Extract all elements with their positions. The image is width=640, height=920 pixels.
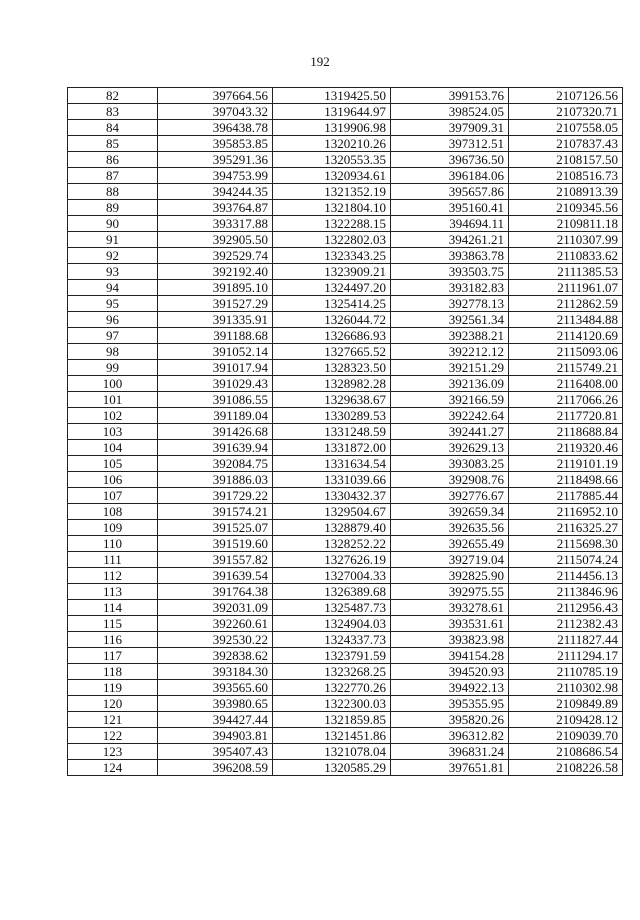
table-row: [68, 376, 623, 392]
coordinate-cell: 395657.86: [391, 184, 509, 200]
row-number-cell: 109: [68, 520, 158, 536]
coordinate-cell: 2108157.50: [509, 152, 623, 168]
coordinate-cell: 393823.98: [391, 632, 509, 648]
page-number: 192: [310, 54, 330, 69]
coordinate-cell: 393764.87: [158, 200, 273, 216]
table-row: [68, 184, 623, 200]
row-number-cell: 99: [68, 360, 158, 376]
coordinate-cell: 392659.34: [391, 504, 509, 520]
table-row: [68, 280, 623, 296]
coordinate-cell: 2113846.96: [509, 584, 623, 600]
coordinate-cell: 2107558.05: [509, 120, 623, 136]
coordinate-cell: 1320210.26: [273, 136, 391, 152]
table-row: [68, 408, 623, 424]
coordinate-cell: 394427.44: [158, 712, 273, 728]
coordinate-cell: 1326044.72: [273, 312, 391, 328]
coordinate-cell: 2108686.54: [509, 744, 623, 760]
coordinate-cell: 1324497.20: [273, 280, 391, 296]
coordinate-cell: 391574.21: [158, 504, 273, 520]
row-number-cell: 98: [68, 344, 158, 360]
coordinate-cell: 2118688.84: [509, 424, 623, 440]
coordinate-cell: 1327004.33: [273, 568, 391, 584]
coordinate-cell: 392529.74: [158, 248, 273, 264]
coordinate-cell: 1323791.59: [273, 648, 391, 664]
coordinate-cell: 391557.82: [158, 552, 273, 568]
coordinate-cell: 394244.35: [158, 184, 273, 200]
coordinate-cell: 391527.29: [158, 296, 273, 312]
coordinate-cell: 1322288.15: [273, 216, 391, 232]
table-row: [68, 568, 623, 584]
table-row: [68, 584, 623, 600]
coordinate-cell: 1319644.97: [273, 104, 391, 120]
row-number-cell: 116: [68, 632, 158, 648]
coordinate-cell: 2108913.39: [509, 184, 623, 200]
coordinate-cell: 393980.65: [158, 696, 273, 712]
row-number-cell: 120: [68, 696, 158, 712]
table-row: [68, 616, 623, 632]
table-row: [68, 344, 623, 360]
coordinate-cell: 1328879.40: [273, 520, 391, 536]
coordinate-cell: 2116408.00: [509, 376, 623, 392]
coordinate-cell: 1330289.53: [273, 408, 391, 424]
coordinate-cell: 397312.51: [391, 136, 509, 152]
coordinate-cell: 391188.68: [158, 328, 273, 344]
row-number-cell: 106: [68, 472, 158, 488]
table-row: [68, 632, 623, 648]
coordinate-cell: 392629.13: [391, 440, 509, 456]
table-row: [68, 600, 623, 616]
coordinate-cell: 394520.93: [391, 664, 509, 680]
coordinate-cell: 2115093.06: [509, 344, 623, 360]
table-row: [68, 312, 623, 328]
coordinate-cell: 396438.78: [158, 120, 273, 136]
coordinate-cell: 391189.04: [158, 408, 273, 424]
coordinate-cell: 393083.25: [391, 456, 509, 472]
coordinate-cell: 2117885.44: [509, 488, 623, 504]
table-row: [68, 456, 623, 472]
coordinate-cell: 392975.55: [391, 584, 509, 600]
coordinate-cell: 397909.31: [391, 120, 509, 136]
table-row: [68, 264, 623, 280]
row-number-cell: 93: [68, 264, 158, 280]
coordinate-cell: 391764.38: [158, 584, 273, 600]
coordinate-cell: 392530.22: [158, 632, 273, 648]
coordinate-cell: 391525.07: [158, 520, 273, 536]
coordinate-cell: 1331039.66: [273, 472, 391, 488]
coordinate-cell: 394154.28: [391, 648, 509, 664]
coordinate-cell: 393863.78: [391, 248, 509, 264]
coordinate-cell: 392776.67: [391, 488, 509, 504]
table-row: [68, 440, 623, 456]
table-row: [68, 232, 623, 248]
row-number-cell: 96: [68, 312, 158, 328]
coordinate-cell: 2119101.19: [509, 456, 623, 472]
coordinate-cell: 395355.95: [391, 696, 509, 712]
coordinate-cell: 397664.56: [158, 88, 273, 104]
table-row: [68, 104, 623, 120]
coordinate-cell: 1331634.54: [273, 456, 391, 472]
coordinate-cell: 1322770.26: [273, 680, 391, 696]
coordinate-cell: 392242.64: [391, 408, 509, 424]
coordinate-cell: 392655.49: [391, 536, 509, 552]
row-number-cell: 85: [68, 136, 158, 152]
coordinate-cell: 393565.60: [158, 680, 273, 696]
row-number-cell: 108: [68, 504, 158, 520]
coordinate-cell: 2113484.88: [509, 312, 623, 328]
coordinate-cell: 392084.75: [158, 456, 273, 472]
row-number-cell: 92: [68, 248, 158, 264]
coordinate-cell: 393182.83: [391, 280, 509, 296]
coordinate-cell: 2109039.70: [509, 728, 623, 744]
coordinate-cell: 1321859.85: [273, 712, 391, 728]
coordinate-cell: 391895.10: [158, 280, 273, 296]
coordinate-cell: 394694.11: [391, 216, 509, 232]
table-row: [68, 536, 623, 552]
coordinate-cell: 391729.22: [158, 488, 273, 504]
coordinate-table: [67, 87, 623, 776]
coordinate-cell: 391886.03: [158, 472, 273, 488]
table-row: [68, 728, 623, 744]
coordinate-cell: 2115698.30: [509, 536, 623, 552]
row-number-cell: 82: [68, 88, 158, 104]
coordinate-cell: 391335.91: [158, 312, 273, 328]
row-number-cell: 91: [68, 232, 158, 248]
coordinate-cell: 391052.14: [158, 344, 273, 360]
row-number-cell: 107: [68, 488, 158, 504]
coordinate-cell: 1319906.98: [273, 120, 391, 136]
row-number-cell: 114: [68, 600, 158, 616]
coordinate-cell: 394922.13: [391, 680, 509, 696]
table-row: [68, 360, 623, 376]
coordinate-cell: 392192.40: [158, 264, 273, 280]
coordinate-cell: 2117066.26: [509, 392, 623, 408]
coordinate-cell: 1329638.67: [273, 392, 391, 408]
row-number-cell: 101: [68, 392, 158, 408]
table-row: [68, 168, 623, 184]
coordinate-cell: 391639.54: [158, 568, 273, 584]
coordinate-cell: 392635.56: [391, 520, 509, 536]
coordinate-cell: 392561.34: [391, 312, 509, 328]
coordinate-cell: 392719.04: [391, 552, 509, 568]
coordinate-cell: 392908.76: [391, 472, 509, 488]
coordinate-cell: 1320934.61: [273, 168, 391, 184]
coordinate-cell: 2114456.13: [509, 568, 623, 584]
table-row: [68, 328, 623, 344]
coordinate-cell: 391017.94: [158, 360, 273, 376]
row-number-cell: 115: [68, 616, 158, 632]
coordinate-cell: 2111294.17: [509, 648, 623, 664]
row-number-cell: 122: [68, 728, 158, 744]
coordinate-cell: 2109428.12: [509, 712, 623, 728]
coordinate-cell: 2107320.71: [509, 104, 623, 120]
coordinate-cell: 1329504.67: [273, 504, 391, 520]
coordinate-cell: 392905.50: [158, 232, 273, 248]
table-row: [68, 136, 623, 152]
coordinate-cell: 392166.59: [391, 392, 509, 408]
coordinate-cell: 391029.43: [158, 376, 273, 392]
table-row: [68, 744, 623, 760]
coordinate-table-container: [67, 87, 623, 776]
coordinate-cell: 391519.60: [158, 536, 273, 552]
row-number-cell: 112: [68, 568, 158, 584]
coordinate-table-body: [68, 88, 623, 776]
coordinate-cell: 1327665.52: [273, 344, 391, 360]
row-number-cell: 83: [68, 104, 158, 120]
table-row: [68, 696, 623, 712]
coordinate-cell: 395160.41: [391, 200, 509, 216]
coordinate-cell: 393317.88: [158, 216, 273, 232]
coordinate-cell: 1325487.73: [273, 600, 391, 616]
coordinate-cell: 1321078.04: [273, 744, 391, 760]
table-row: [68, 152, 623, 168]
row-number-cell: 123: [68, 744, 158, 760]
coordinate-cell: 394903.81: [158, 728, 273, 744]
coordinate-cell: 1324904.03: [273, 616, 391, 632]
row-number-cell: 84: [68, 120, 158, 136]
coordinate-cell: 2111827.44: [509, 632, 623, 648]
table-row: [68, 488, 623, 504]
coordinate-cell: 2110302.98: [509, 680, 623, 696]
coordinate-cell: 1327626.19: [273, 552, 391, 568]
coordinate-cell: 2110307.99: [509, 232, 623, 248]
table-row: [68, 296, 623, 312]
coordinate-cell: 2118498.66: [509, 472, 623, 488]
coordinate-cell: 1324337.73: [273, 632, 391, 648]
coordinate-cell: 2119320.46: [509, 440, 623, 456]
coordinate-cell: 392136.09: [391, 376, 509, 392]
row-number-cell: 97: [68, 328, 158, 344]
coordinate-cell: 392838.62: [158, 648, 273, 664]
coordinate-cell: 393278.61: [391, 600, 509, 616]
coordinate-cell: 2117720.81: [509, 408, 623, 424]
row-number-cell: 100: [68, 376, 158, 392]
coordinate-cell: 396736.50: [391, 152, 509, 168]
coordinate-cell: 396831.24: [391, 744, 509, 760]
row-number-cell: 124: [68, 760, 158, 776]
table-row: [68, 472, 623, 488]
coordinate-cell: 2108516.73: [509, 168, 623, 184]
table-row: [68, 760, 623, 776]
coordinate-cell: 393503.75: [391, 264, 509, 280]
coordinate-cell: 2110833.62: [509, 248, 623, 264]
coordinate-cell: 1326389.68: [273, 584, 391, 600]
coordinate-cell: 396208.59: [158, 760, 273, 776]
row-number-cell: 111: [68, 552, 158, 568]
row-number-cell: 88: [68, 184, 158, 200]
coordinate-cell: 2115074.24: [509, 552, 623, 568]
row-number-cell: 104: [68, 440, 158, 456]
coordinate-cell: 2112862.59: [509, 296, 623, 312]
coordinate-cell: 1331248.59: [273, 424, 391, 440]
coordinate-cell: 392260.61: [158, 616, 273, 632]
coordinate-cell: 395853.85: [158, 136, 273, 152]
coordinate-cell: 2116325.27: [509, 520, 623, 536]
coordinate-cell: 1321451.86: [273, 728, 391, 744]
coordinate-cell: 1319425.50: [273, 88, 391, 104]
coordinate-cell: 393531.61: [391, 616, 509, 632]
coordinate-cell: 395820.26: [391, 712, 509, 728]
row-number-cell: 89: [68, 200, 158, 216]
coordinate-cell: 1321804.10: [273, 200, 391, 216]
row-number-cell: 113: [68, 584, 158, 600]
coordinate-cell: 392151.29: [391, 360, 509, 376]
coordinate-cell: 2108226.58: [509, 760, 623, 776]
table-row: [68, 120, 623, 136]
row-number-cell: 102: [68, 408, 158, 424]
coordinate-cell: 2114120.69: [509, 328, 623, 344]
coordinate-cell: 1325414.25: [273, 296, 391, 312]
coordinate-cell: 1328323.50: [273, 360, 391, 376]
coordinate-cell: 2107837.43: [509, 136, 623, 152]
coordinate-cell: 1323909.21: [273, 264, 391, 280]
coordinate-cell: 1326686.93: [273, 328, 391, 344]
coordinate-cell: 2109849.89: [509, 696, 623, 712]
coordinate-cell: 395291.36: [158, 152, 273, 168]
coordinate-cell: 392778.13: [391, 296, 509, 312]
table-row: [68, 664, 623, 680]
coordinate-cell: 392441.27: [391, 424, 509, 440]
table-row: [68, 200, 623, 216]
coordinate-cell: 2109811.18: [509, 216, 623, 232]
coordinate-cell: 392031.09: [158, 600, 273, 616]
row-number-cell: 87: [68, 168, 158, 184]
table-row: [68, 392, 623, 408]
coordinate-cell: 2112382.43: [509, 616, 623, 632]
coordinate-cell: 396312.82: [391, 728, 509, 744]
coordinate-cell: 2111961.07: [509, 280, 623, 296]
coordinate-cell: 395407.43: [158, 744, 273, 760]
coordinate-cell: 392212.12: [391, 344, 509, 360]
row-number-cell: 119: [68, 680, 158, 696]
coordinate-cell: 2111385.53: [509, 264, 623, 280]
coordinate-cell: 1328252.22: [273, 536, 391, 552]
coordinate-cell: 392388.21: [391, 328, 509, 344]
coordinate-cell: 1322300.03: [273, 696, 391, 712]
coordinate-cell: 2107126.56: [509, 88, 623, 104]
coordinate-cell: 391639.94: [158, 440, 273, 456]
coordinate-cell: 1320585.29: [273, 760, 391, 776]
coordinate-cell: 1320553.35: [273, 152, 391, 168]
coordinate-cell: 392825.90: [391, 568, 509, 584]
coordinate-cell: 399153.76: [391, 88, 509, 104]
coordinate-cell: 2109345.56: [509, 200, 623, 216]
row-number-cell: 110: [68, 536, 158, 552]
coordinate-cell: 391426.68: [158, 424, 273, 440]
coordinate-cell: 394261.21: [391, 232, 509, 248]
table-row: [68, 552, 623, 568]
table-row: [68, 504, 623, 520]
table-row: [68, 248, 623, 264]
coordinate-cell: 394753.99: [158, 168, 273, 184]
coordinate-cell: 396184.06: [391, 168, 509, 184]
row-number-cell: 118: [68, 664, 158, 680]
table-row: [68, 680, 623, 696]
row-number-cell: 86: [68, 152, 158, 168]
table-row: [68, 648, 623, 664]
coordinate-cell: 2112956.43: [509, 600, 623, 616]
coordinate-cell: 1328982.28: [273, 376, 391, 392]
coordinate-cell: 1321352.19: [273, 184, 391, 200]
coordinate-cell: 1330432.37: [273, 488, 391, 504]
row-number-cell: 95: [68, 296, 158, 312]
table-row: [68, 216, 623, 232]
coordinate-cell: 398524.05: [391, 104, 509, 120]
coordinate-cell: 1323268.25: [273, 664, 391, 680]
table-row: [68, 88, 623, 104]
coordinate-cell: 1323343.25: [273, 248, 391, 264]
row-number-cell: 94: [68, 280, 158, 296]
coordinate-cell: 397043.32: [158, 104, 273, 120]
coordinate-cell: 393184.30: [158, 664, 273, 680]
table-row: [68, 424, 623, 440]
coordinate-cell: 2110785.19: [509, 664, 623, 680]
coordinate-cell: 2115749.21: [509, 360, 623, 376]
coordinate-cell: 2116952.10: [509, 504, 623, 520]
row-number-cell: 117: [68, 648, 158, 664]
row-number-cell: 121: [68, 712, 158, 728]
coordinate-cell: 391086.55: [158, 392, 273, 408]
coordinate-cell: 1331872.00: [273, 440, 391, 456]
table-row: [68, 712, 623, 728]
coordinate-cell: 397651.81: [391, 760, 509, 776]
table-row: [68, 520, 623, 536]
row-number-cell: 90: [68, 216, 158, 232]
coordinate-cell: 1322802.03: [273, 232, 391, 248]
row-number-cell: 105: [68, 456, 158, 472]
row-number-cell: 103: [68, 424, 158, 440]
